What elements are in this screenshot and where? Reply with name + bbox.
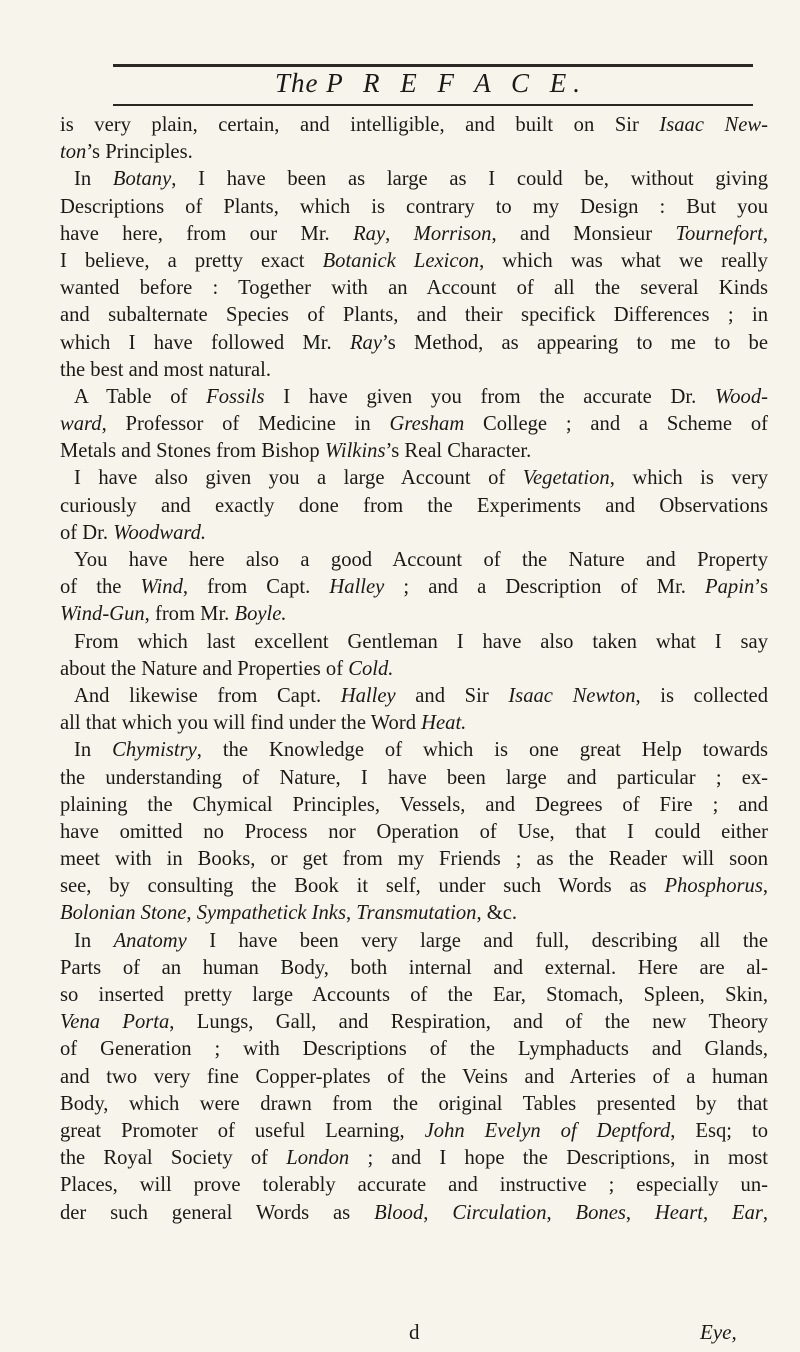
text-run: meet with in Books, or get from my Friends ; as the Reader will soon: [60, 848, 768, 871]
signature-mark: d: [409, 1320, 420, 1344]
text-run: Body, which were drawn from the original Tables presented by that: [60, 1092, 768, 1115]
italic-text: Tournefort: [675, 222, 763, 245]
text-run: of the: [60, 576, 141, 599]
italic-text: Halley: [340, 684, 396, 707]
header-the: The: [275, 68, 319, 98]
italic-text: Bones: [575, 1201, 626, 1224]
text-line: [60, 629, 768, 656]
italic-text: London: [286, 1147, 350, 1170]
text-line: [60, 384, 768, 411]
italic-text: Halley: [329, 576, 385, 599]
text-run: I believe, a pretty exact: [60, 249, 323, 272]
italic-text: Cold.: [348, 657, 394, 680]
italic-text: Sympathetick Inks: [196, 902, 346, 925]
text-run: and subalternate Species of Plants, and their specifick Differences ; in: [60, 304, 768, 327]
text-run: which I have followed Mr.: [60, 331, 350, 354]
italic-text: Isaac Newton: [508, 684, 636, 707]
text-run: ; and a Description of Mr.: [384, 576, 706, 599]
italic-text: Woodward.: [113, 521, 207, 544]
text-line: [60, 1036, 768, 1063]
text-run: I have been very large and full, describing all the: [186, 929, 768, 952]
text-run: I have given you from the accurate Dr.: [264, 385, 715, 408]
italic-text: Boyle.: [234, 603, 287, 626]
text-run: ; and I hope the Descriptions, in most: [349, 1147, 768, 1170]
text-run: ,: [345, 902, 357, 925]
text-run: ,: [762, 222, 768, 245]
text-run: and two very fine Copper-plates of the Veins and Arteries of a human: [60, 1065, 768, 1088]
italic-text: Wood-: [714, 385, 768, 408]
text-run: so inserted pretty large Accounts of the Ear, Stomach, Spleen, Skin,: [60, 984, 768, 1006]
italic-text: Morrison: [413, 222, 492, 245]
text-line: [60, 357, 768, 384]
italic-text: Wind: [140, 576, 183, 599]
text-run: , which is very: [609, 467, 768, 490]
text-run: A Table of: [74, 385, 207, 408]
text-run: Metals and Stones from Bishop: [60, 440, 325, 463]
text-run: ’s Method, as appearing to me to be: [381, 331, 768, 354]
text-run: From which last excellent Gentleman I have also taken what I say: [74, 630, 768, 653]
text-line: [60, 928, 768, 955]
text-run: , is collected: [635, 684, 768, 707]
text-line: [60, 1200, 768, 1227]
text-run: have here, from our Mr.: [60, 222, 354, 245]
italic-text: Ear: [731, 1201, 763, 1224]
text-run: the Royal Society of: [60, 1147, 287, 1170]
text-run: , Esq; to: [670, 1119, 768, 1142]
text-run: see, by consulting the Book it self, under such Words as: [60, 875, 665, 898]
text-run: all that which you will find under the Word: [60, 712, 422, 735]
text-line: [60, 411, 768, 438]
text-line: [60, 139, 768, 166]
italic-text: Heat.: [421, 712, 467, 735]
text-run: , the Knowledge of which is one great Help towards: [196, 739, 768, 762]
text-line: [60, 683, 768, 710]
text-run: In: [74, 168, 113, 191]
text-run: And likewise from Capt.: [74, 684, 341, 707]
text-line: [60, 194, 768, 221]
text-line: [60, 1009, 768, 1036]
text-line: [60, 873, 768, 900]
text-run: ,: [762, 1201, 768, 1224]
italic-text: ward: [60, 413, 102, 436]
italic-text: Chymistry: [112, 739, 197, 762]
text-line: [60, 574, 768, 601]
preface-body-text: [60, 112, 768, 1227]
italic-text: Fossils: [206, 385, 265, 408]
text-line: [60, 792, 768, 819]
text-run: , and Monsieur: [491, 222, 676, 245]
text-run: , &c.: [476, 902, 518, 925]
text-line: [60, 900, 768, 927]
running-header: [275, 68, 587, 99]
text-run: great Promoter of useful Learning,: [60, 1119, 425, 1142]
text-line: [60, 438, 768, 465]
text-run: ,: [762, 875, 768, 898]
text-line: [60, 1091, 768, 1118]
italic-text: Blood: [374, 1201, 424, 1224]
italic-text: Wind-Gun: [60, 603, 145, 626]
text-line: [60, 166, 768, 193]
text-run: ’s Principles.: [86, 141, 193, 164]
text-run: Parts of an human Body, both internal and external. Here are al-: [60, 956, 768, 979]
text-run: ,: [186, 902, 197, 925]
text-run: wanted before : Together with an Account of all the several Kinds: [60, 277, 768, 300]
text-line: [60, 112, 768, 139]
text-run: , Professor of Medicine in: [101, 413, 390, 436]
text-line: [60, 765, 768, 792]
italic-text: Gresham: [389, 413, 465, 436]
text-run: ’s Real Character.: [385, 440, 532, 463]
text-run: curiously and exactly done from the Experiments and Observations: [60, 494, 768, 517]
italic-text: Papin: [705, 576, 755, 599]
text-run: I have also given you a large Account of: [74, 467, 523, 490]
text-run: , from Mr.: [144, 603, 235, 626]
text-line: [60, 737, 768, 764]
text-line: [60, 656, 768, 683]
text-line: [60, 547, 768, 574]
text-line: [60, 330, 768, 357]
text-run: the best and most natural.: [60, 358, 272, 381]
italic-text: Circulation: [452, 1201, 547, 1224]
italic-text: Ray: [353, 222, 386, 245]
text-line: [60, 465, 768, 492]
italic-text: Isaac New-: [659, 114, 768, 136]
text-run: College ; and a Scheme of: [464, 413, 768, 436]
text-run: and Sir: [395, 684, 509, 707]
text-run: is very plain, certain, and intelligible, and built on Sir: [60, 114, 660, 136]
text-line: [60, 275, 768, 302]
text-line: [60, 955, 768, 982]
italic-text: Phosphorus: [664, 875, 763, 898]
italic-text: ton: [60, 141, 87, 164]
text-run: ,: [385, 222, 414, 245]
text-run: , Lungs, Gall, and Respiration, and of the new Theory: [169, 1011, 768, 1034]
text-line: [60, 1145, 768, 1172]
text-run: , from Capt.: [182, 576, 330, 599]
header-top-rule: [113, 64, 753, 67]
header-preface: P R E F A C E.: [326, 68, 588, 98]
text-line: [60, 819, 768, 846]
italic-text: Botanick Lexicon: [322, 249, 480, 272]
italic-text: John Evelyn of Deptford: [424, 1119, 671, 1142]
italic-text: Ray: [349, 331, 382, 354]
italic-text: Vegetation: [522, 467, 610, 490]
text-run: In: [74, 929, 114, 952]
text-run: ’s: [754, 576, 768, 599]
text-run: der such general Words as: [60, 1201, 375, 1224]
text-run: ,: [423, 1201, 453, 1224]
text-run: Descriptions of Plants, which is contrary to my Design : But you: [60, 195, 768, 218]
text-line: [60, 601, 768, 628]
text-line: [60, 1172, 768, 1199]
text-line: [60, 710, 768, 737]
text-line: [60, 1064, 768, 1091]
text-run: ,: [625, 1201, 655, 1224]
italic-text: Anatomy: [113, 929, 187, 952]
text-line: [60, 302, 768, 329]
italic-text: Wilkins: [324, 440, 386, 463]
italic-text: Botany: [112, 168, 172, 191]
text-run: Places, will prove tolerably accurate and instructive ; especially un-: [60, 1174, 768, 1197]
text-line: [60, 982, 768, 1009]
italic-text: Heart: [654, 1201, 703, 1224]
text-run: have omitted no Process nor Operation of Use, that I could either: [60, 820, 768, 843]
text-line: [60, 1118, 768, 1145]
text-line: [60, 846, 768, 873]
catchword: Eye,: [700, 1320, 737, 1344]
text-run: , I have been as large as I could be, without giving: [171, 168, 768, 191]
text-run: of Dr.: [60, 521, 114, 544]
text-run: of Generation ; with Descriptions of the Lymphaducts and Glands,: [60, 1038, 768, 1061]
text-line: [60, 493, 768, 520]
text-run: about the Nature and Properties of: [60, 657, 349, 680]
text-line: [60, 520, 768, 547]
italic-text: Bolonian Stone: [60, 902, 187, 925]
text-line: [60, 248, 768, 275]
text-run: ,: [546, 1201, 576, 1224]
header-bottom-rule: [113, 104, 753, 106]
text-line: [60, 221, 768, 248]
text-run: You have here also a good Account of the Nature and Property: [74, 549, 768, 571]
text-run: , which was what we really: [479, 249, 768, 272]
text-run: In: [74, 739, 113, 762]
italic-text: Transmutation: [356, 902, 477, 925]
italic-text: Vena Porta: [60, 1011, 170, 1034]
text-run: the understanding of Nature, I have been large and particular ; ex-: [60, 766, 768, 789]
text-run: plaining the Chymical Principles, Vessels, and Degrees of Fire ; and: [60, 793, 768, 816]
text-run: ,: [702, 1201, 732, 1224]
